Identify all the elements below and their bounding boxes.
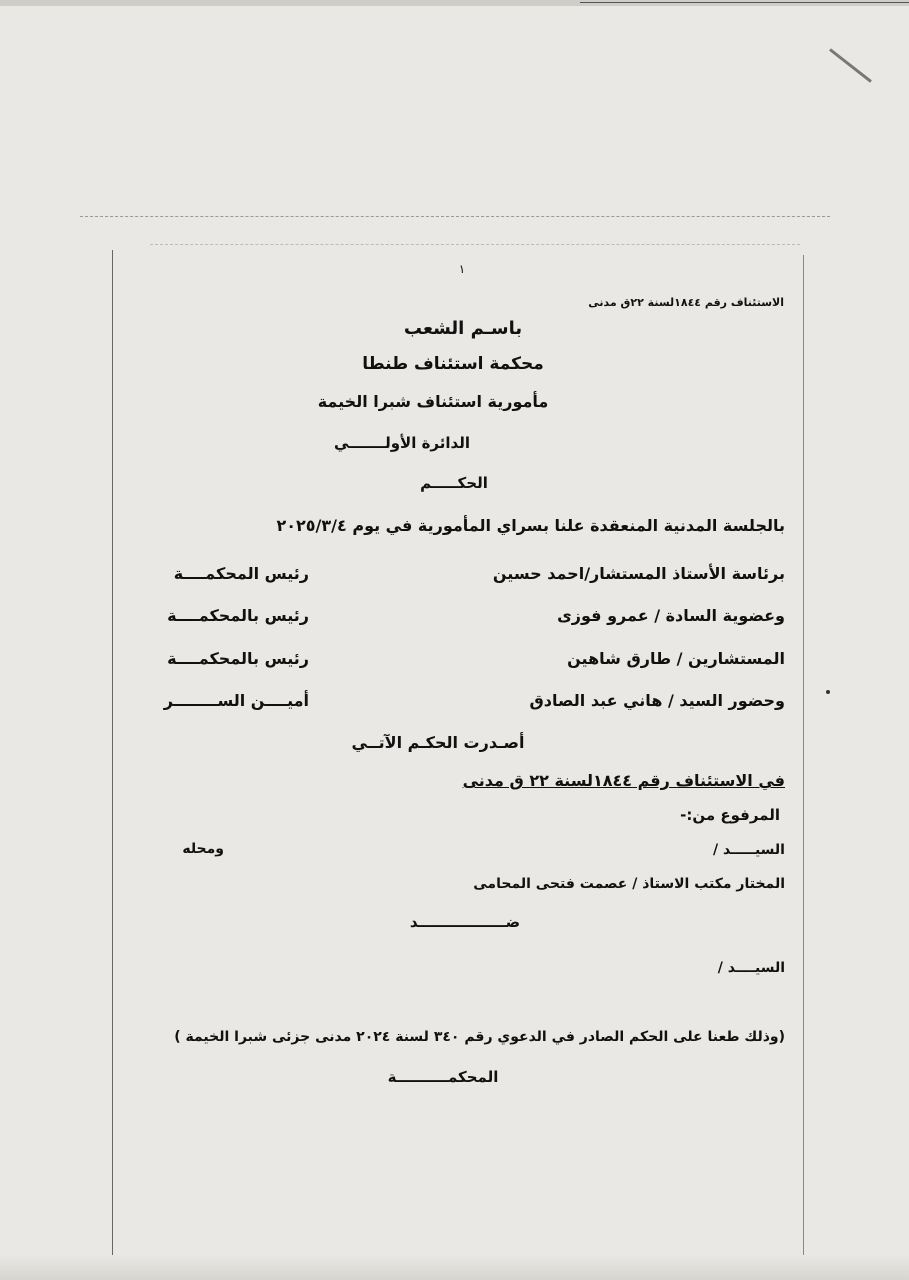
court-section-heading: المحكمــــــــــة: [387, 1068, 499, 1086]
lawyer-office: المختار مكتب الاستاذ / عصمت فتحى المحامى: [473, 876, 785, 892]
header-branch: مأمورية استئناف شبرا الخيمة: [317, 392, 549, 411]
appellant-label: المرفوع من:-: [680, 806, 780, 824]
panel-name: وحضور السيد / هاني عبد الصادق: [529, 691, 785, 710]
panel-role: رئيس بالمحكمــــة: [167, 606, 309, 625]
panel-role: رئيس المحكمــــة: [173, 564, 309, 583]
appeal-against-line: (وذلك طعنا على الحكم الصادر في الدعوي رقم ٣٤٠ لسنة ٢٠٢٤ مدنى جزئى شبرا الخيمة ): [174, 1029, 785, 1045]
case-reference: الاستئناف رقم ١٨٤٤لسنة ٢٢ق مدنى: [588, 296, 784, 309]
header-people: باسـم الشعب: [403, 318, 523, 339]
residence-label: ومحله: [182, 841, 224, 857]
frame-right-border: [803, 255, 804, 1280]
issued-heading: أصـدرت الحكـم الآتــي: [351, 733, 525, 752]
against-heading: ضـــــــــــــــــد: [409, 913, 521, 931]
frame-left-border: [112, 250, 113, 1280]
panel-role: أميــــن الســــــــر: [163, 691, 309, 710]
top-fold-line: [80, 216, 830, 217]
header-judgment: الحكـــــم: [420, 474, 488, 492]
page-number: ١: [458, 262, 466, 276]
appeal-line: في الاستئناف رقم ١٨٤٤لسنة ٢٢ ق مدنى: [462, 771, 785, 790]
panel-name: برئاسة الأستاذ المستشار/احمد حسين: [492, 564, 785, 583]
margin-dot: [826, 690, 830, 694]
appellant-name: السيـــــد /: [712, 842, 785, 858]
header-circuit: الدائرة الأولـــــــي: [334, 434, 470, 452]
respondent-name: السيــــد /: [717, 960, 785, 976]
session-line: بالجلسة المدنية المنعقدة علنا بسراي المأمورية في يوم ٢٠٢٥/٣/٤: [276, 516, 785, 535]
page-bottom-shadow: [0, 1255, 909, 1280]
page-edge-line: [580, 2, 909, 3]
panel-name: وعضوية السادة / عمرو فوزى: [557, 606, 785, 625]
header-court: محكمة استئناف طنطا: [362, 354, 544, 374]
panel-role: رئيس بالمحكمــــة: [167, 649, 309, 668]
page-top-edge: [0, 0, 909, 6]
frame-top-line: [150, 244, 800, 245]
paper-mark: [829, 48, 872, 82]
panel-name: المستشارين / طارق شاهين: [567, 649, 785, 668]
